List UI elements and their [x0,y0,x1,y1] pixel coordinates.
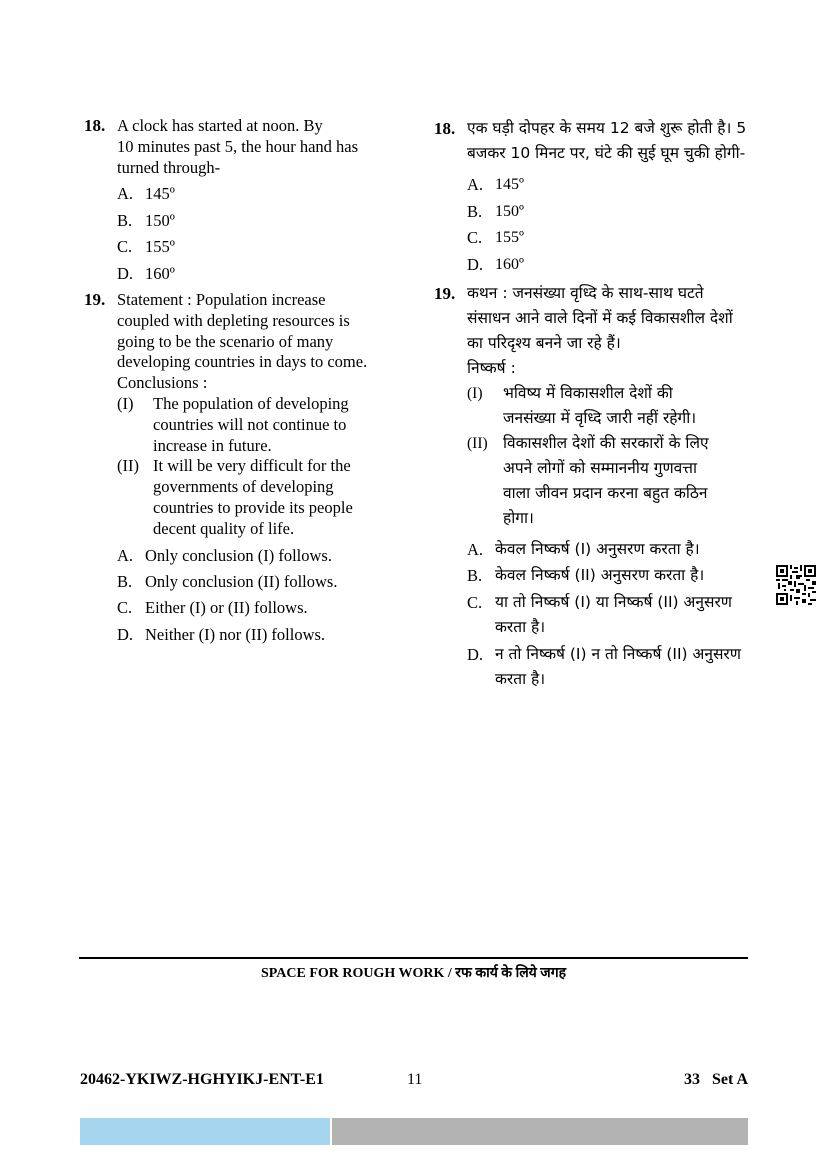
option-c [117,598,404,619]
question-text [117,290,404,394]
footer-bar-blue [80,1118,330,1145]
option-label: C. [117,598,133,618]
option-label: A. [467,539,484,559]
option-text: केवल निष्कर्ष (I) अनुसरण करता है। [495,539,700,558]
question-line: A clock has started at noon. By [117,116,323,135]
conclusion-label: (I) [467,384,483,402]
option-label: B. [467,566,483,586]
rough-work-divider [79,957,748,959]
option-d [117,264,404,285]
set-number: 33 [684,1071,700,1088]
conclusion-line: होगा। [503,508,534,527]
options [467,537,754,692]
question-number: 19. [84,289,106,309]
conclusion-2 [117,456,404,539]
option-label: C. [467,592,483,612]
qr-code-icon [776,565,816,605]
option-text: करता है। [495,617,546,636]
option-d [467,642,754,692]
conclusion-line: countries will not continue to [153,414,347,434]
option-text: 150º [145,210,175,230]
option-text: 160º [495,255,524,273]
hindi-column [434,116,754,693]
conclusion-line: decent quality of life. [153,518,295,538]
question-number: 18. [84,116,106,135]
option-label: B. [117,571,133,591]
option-c [467,590,754,640]
question-text [467,116,754,166]
option-text: केवल निष्कर्ष (II) अनुसरण करता है। [495,566,705,585]
option-d [117,625,404,646]
option-a [467,172,754,197]
conclusion-line: विकासशील देशों की सरकारों के लिए [503,433,709,452]
conclusion-1 [117,394,404,456]
option-text: Only conclusion (II) follows. [145,571,338,591]
option-a [117,546,404,567]
option-text: Either (I) or (II) follows. [145,598,308,618]
conclusion-line: It will be very difficult for the [153,456,351,476]
footer-bar-gray [332,1118,748,1145]
option-text: 150º [495,202,524,220]
option-a [117,184,404,205]
conclusion-line: वाला जीवन प्रदान करना बहुत कठिन [503,483,708,502]
option-b [467,199,754,224]
option-b [467,563,754,588]
question-text [117,116,404,178]
option-a [467,537,754,562]
option-text: 155º [145,237,175,257]
conclusion-line: The population of developing [153,393,349,413]
option-label: C. [467,228,483,248]
question-line: going to be the scenario of many [117,331,334,351]
conclusion-label: (I) [117,393,134,413]
option-label: A. [467,175,484,194]
english-column [84,116,404,651]
question-line: turned through- [117,157,221,177]
question-line: निष्कर्ष : [467,358,516,377]
option-text: 155º [495,229,524,247]
conclusion-line: increase in future. [153,435,272,455]
option-label: D. [467,254,484,274]
option-label: B. [117,210,133,230]
option-text: Only conclusion (I) follows. [145,545,332,565]
option-label: C. [117,237,133,257]
question-line: का परिदृश्य बनने जा रहे हैं। [467,333,621,352]
option-text: 145º [145,184,175,204]
option-text: 145º [495,176,524,193]
option-label: D. [467,644,484,664]
question-line: एक घड़ी दोपहर के समय 12 बजे शुरू होती है। 5 [467,119,747,137]
option-text: Neither (I) nor (II) follows. [145,624,326,644]
question-line: coupled with depleting resources is [117,310,350,330]
option-label: A. [117,184,134,204]
question-19-hi [434,281,754,692]
rough-work-heading: SPACE FOR ROUGH WORK / रफ कार्य के लिये जगह [260,966,567,981]
options [117,184,404,284]
conclusion-line: अपने लोगों को सम्माननीय गुणवत्ता [503,458,698,477]
question-number: 19. [434,283,456,303]
conclusion-line: governments of developing [153,477,334,497]
option-b [117,211,404,232]
option-text: न तो निष्कर्ष (I) न तो निष्कर्ष (II) अनुसरण [495,644,741,663]
option-text: करता है। [495,669,546,688]
option-text: या तो निष्कर्ष (I) या निष्कर्ष (II) अनुसरण [495,592,733,611]
question-line: 10 minutes past 5, the hour hand has [117,136,359,156]
option-label: D. [117,263,134,283]
set-label: Set A [712,1071,748,1088]
question-line: Conclusions : [117,373,208,393]
option-label: B. [467,201,483,221]
option-b [117,572,404,593]
option-d [467,252,754,277]
conclusion-line: भविष्य में विकासशील देशों की [503,383,673,402]
conclusion-1 [467,381,754,431]
question-number: 18. [434,119,456,138]
question-line: developing countries in days to come. [117,352,368,372]
question-text [467,281,754,381]
question-19-en [84,290,404,646]
question-18-hi [434,116,754,277]
option-text: 160º [145,263,175,283]
question-line: Statement : Population increase [117,289,326,309]
options [467,172,754,277]
question-line: संसाधन आने वाले दिनों में कई विकासशील देशों [467,308,733,327]
option-label: D. [117,624,134,644]
set-info [684,1071,748,1089]
conclusion-label: (II) [467,434,488,452]
question-line: कथन : जनसंख्या वृध्दि के साथ-साथ घटते [467,283,704,302]
options [117,546,404,646]
option-label: A. [117,545,134,565]
conclusion-2 [467,431,754,531]
conclusion-line: countries to provide its people [153,497,353,517]
option-c [467,225,754,250]
option-c [117,237,404,258]
question-line: बजकर 10 मिनट पर, घंटे की सुई घूम चुकी होगी- [467,144,746,162]
question-18-en [84,116,404,284]
conclusion-line: जनसंख्या में वृध्दि जारी नहीं रहेगी। [503,408,697,427]
page-number: 11 [407,1071,423,1088]
conclusion-label: (II) [117,456,139,476]
paper-code: 20462-YKIWZ-HGHYIKJ-ENT-E1 [80,1071,324,1088]
